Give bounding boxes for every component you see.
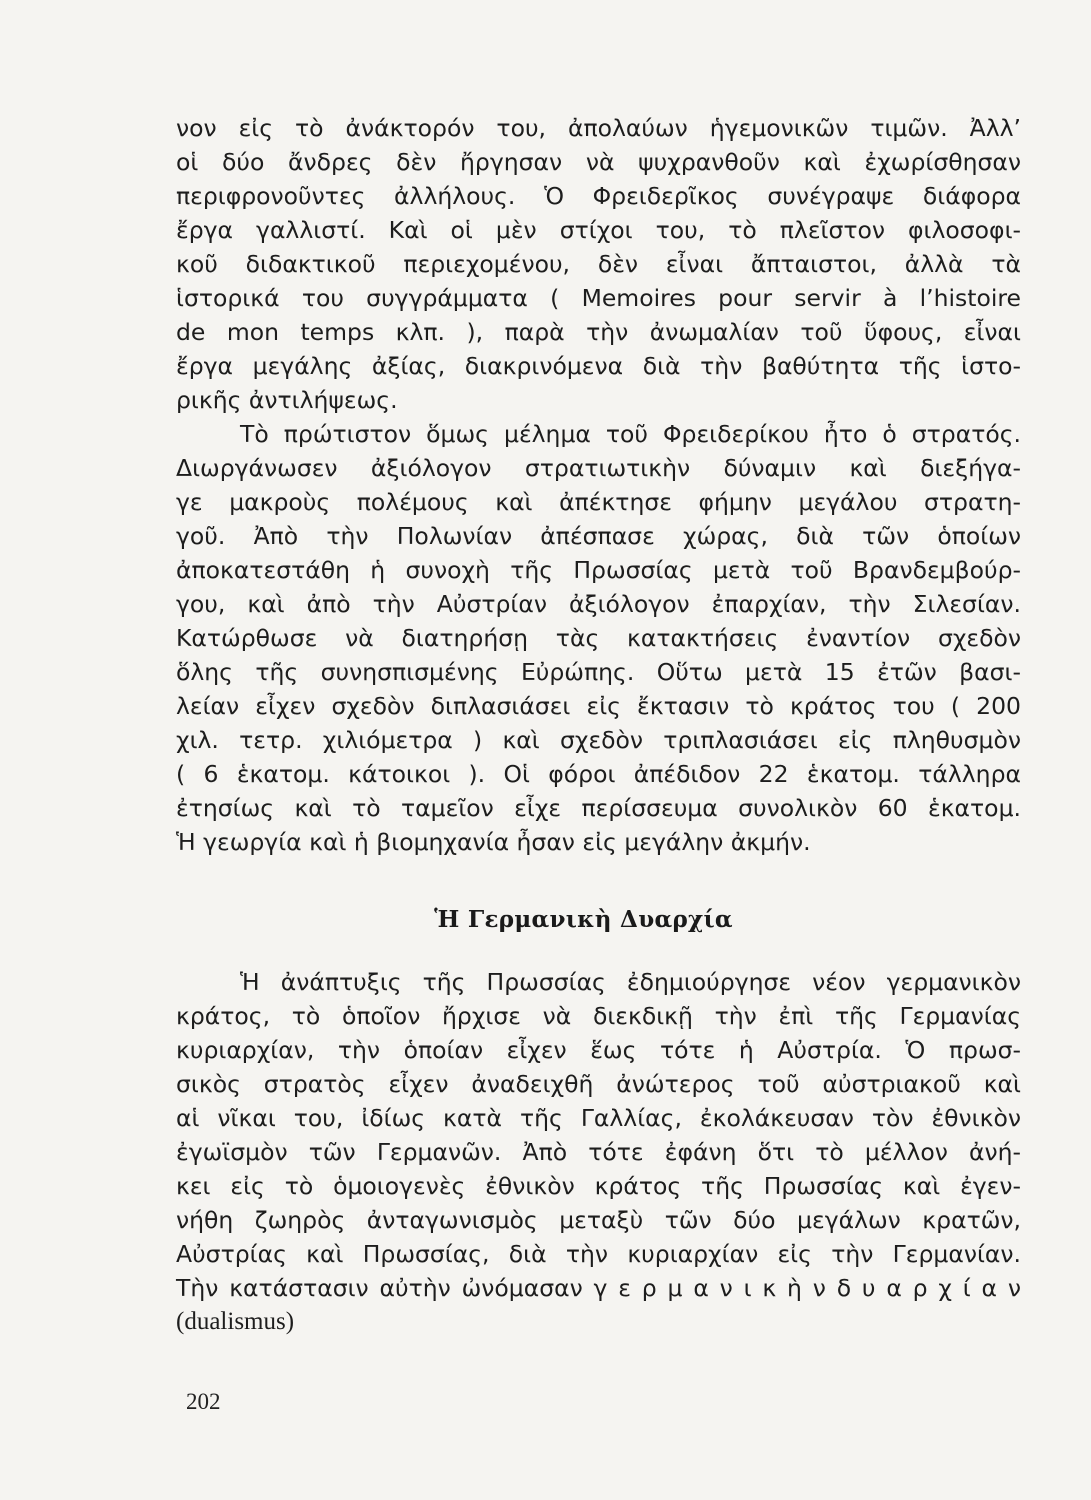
text-line: ρικῆς ἀντιλήψεως. xyxy=(176,386,398,414)
text-line: Ἡ γεωργία καὶ ἡ βιομηχανία ἦσαν εἰς μεγάλην ἀκμήν. xyxy=(176,828,811,856)
text-line: ἐτησίως καὶ τὸ ταμεῖον εἶχε περίσσευμα συνολικὸν 60 ἑκατομ. xyxy=(176,794,1021,822)
text-line: ( 6 ἑκατομ. κάτοικοι ). Οἱ φόροι ἀπέδιδον 22 ἑκατομ. τάλληρα xyxy=(176,760,1021,788)
text-line: σικὸς στρατὸς εἶχεν ἀναδειχθῆ ἀνώτερος τοῦ αὐστριακοῦ καὶ xyxy=(176,1070,1021,1098)
text-line: χιλ. τετρ. χιλιόμετρα ) καὶ σχεδὸν τριπλασιάσει εἰς πληθυσμὸν xyxy=(176,726,1021,754)
section-heading-text: Ἡ Γερμανικὴ Δυαρχία xyxy=(434,906,733,933)
text-line: Τὸ πρώτιστον ὅμως μέλημα τοῦ Φρειδερίκου ἦτο ὁ στρατός. xyxy=(240,420,1021,448)
text-line: ἔργα γαλλιστί. Καὶ οἱ μὲν στίχοι του, τὸ πλεῖστον φιλοσοφι- xyxy=(176,216,1021,244)
text-line: ἐγωϊσμὸν τῶν Γερμανῶν. Ἀπὸ τότε ἐφάνη ὅτι τὸ μέλλον ἀνή- xyxy=(176,1138,1021,1166)
text-line: Κατώρθωσε νὰ διατηρήσῃ τὰς κατακτήσεις ἐναντίον σχεδὸν xyxy=(176,624,1021,652)
text-line: ἱστορικά του συγγράμματα ( Memoires pour servir à l’histoire xyxy=(176,284,1021,312)
text-line: (dualismus) xyxy=(176,1308,295,1335)
text-line: κει εἰς τὸ ὁμοιογενὲς ἐθνικὸν κράτος τῆς Πρωσσίας καὶ ἐγεν- xyxy=(176,1172,1021,1200)
text-line: ὅλης τῆς συνησπισμένης Εὐρώπης. Οὕτω μετὰ 15 ἐτῶν βασι- xyxy=(176,658,1021,686)
text-line: αἱ νῖκαι του, ἰδίως κατὰ τῆς Γαλλίας, ἐκολάκευσαν τὸν ἐθνικὸν xyxy=(176,1104,1021,1132)
text-line: οἱ δύο ἄνδρες δὲν ἤργησαν νὰ ψυχρανθοῦν καὶ ἐχωρίσθησαν xyxy=(176,148,1021,176)
text-line: κράτος, τὸ ὁποῖον ἤρχισε νὰ διεκδικῇ τὴν ἐπὶ τῆς Γερμανίας xyxy=(176,1002,1021,1030)
text-line: de mon temps κλπ. ), παρὰ τὴν ἀνωμαλίαν τοῦ ὕφους, εἶναι xyxy=(176,318,1021,346)
text-line: λείαν εἶχεν σχεδὸν διπλασιάσει εἰς ἔκτασιν τὸ κράτος του ( 200 xyxy=(176,692,1021,720)
text-line: γοῦ. Ἀπὸ τὴν Πολωνίαν ἀπέσπασε χώρας, διὰ τῶν ὁποίων xyxy=(176,522,1021,550)
text-line: περιφρονοῦντες ἀλλήλους. Ὁ Φρειδερῖκος συνέγραψε διάφορα xyxy=(176,182,1021,210)
text-line: Διωργάνωσεν ἀξιόλογον στρατιωτικὴν δύναμιν καὶ διεξήγα- xyxy=(176,454,1021,482)
main-text-bottom xyxy=(176,965,1021,1339)
main-text-top xyxy=(176,111,1021,859)
text-line: ἔργα μεγάλης ἀξίας, διακρινόμενα διὰ τὴν βαθύτητα τῆς ἱστο- xyxy=(176,352,1021,380)
text-line: Τὴν κατάστασιν αὐτὴν ὠνόμασαν γ ε ρ μ α ν ι κ ὴ ν δ υ α ρ χ ί α ν xyxy=(176,1274,1021,1302)
text-line: γου, καὶ ἀπὸ τὴν Αὐστρίαν ἀξιόλογον ἐπαρχίαν, τὴν Σιλεσίαν. xyxy=(176,590,1021,618)
text-line: νον εἰς τὸ ἀνάκτορόν του, ἀπολαύων ἡγεμονικῶν τιμῶν. Ἀλλ’ xyxy=(176,114,1021,142)
page-number: 202 xyxy=(186,1389,221,1414)
text-line: ἀποκατεστάθη ἡ συνοχὴ τῆς Πρωσσίας μετὰ τοῦ Βρανδεμβούρ- xyxy=(176,556,1021,584)
section-heading xyxy=(0,906,1091,933)
text-line: κοῦ διδακτικοῦ περιεχομένου, δὲν εἶναι ἄπταιστοι, ἀλλὰ τὰ xyxy=(176,250,1021,278)
text-line: γε μακροὺς πολέμους καὶ ἀπέκτησε φήμην μεγάλου στρατη- xyxy=(176,488,1021,516)
text-line: Αὐστρίας καὶ Πρωσσίας, διὰ τὴν κυριαρχίαν εἰς τὴν Γερμανίαν. xyxy=(176,1240,1021,1268)
text-line: κυριαρχίαν, τὴν ὁποίαν εἶχεν ἕως τότε ἡ Αὐστρία. Ὁ πρωσ- xyxy=(176,1036,1021,1064)
text-line: Ἡ ἀνάπτυξις τῆς Πρωσσίας ἐδημιούργησε νέον γερμανικὸν xyxy=(240,968,1021,996)
text-line: νήθη ζωηρὸς ἀνταγωνισμὸς μεταξὺ τῶν δύο μεγάλων κρατῶν, xyxy=(176,1206,1021,1234)
